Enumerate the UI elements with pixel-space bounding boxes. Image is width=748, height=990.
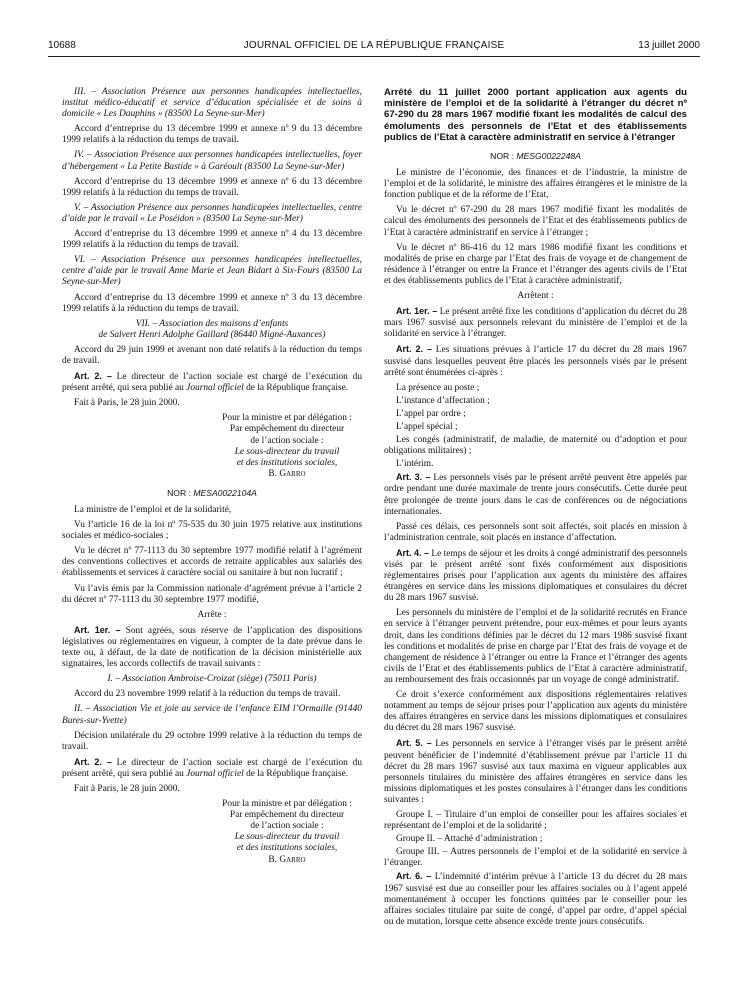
arretent-heading: Arrêtent :: [517, 291, 554, 302]
group-list: [384, 810, 687, 869]
b-article-2-journal: Journal officiel: [186, 768, 244, 779]
section-i-heading: I. – Association Ambroise-Croizat (siège) (75011 Paris): [107, 674, 317, 685]
group-item: Groupe III. – Autres personnels de l’emploi et de la solidarité en service à l’étranger.: [384, 847, 687, 869]
list-item: L’instance d’affectation ;: [396, 395, 490, 406]
article-2-text-a: Le directeur de l’action sociale est chargé de l’exécution du présent arrêté, qui sera publié au: [62, 372, 363, 394]
r-article-2-label: Art. 2. –: [396, 344, 432, 355]
r-article-4: [384, 548, 687, 604]
r-article-3-label: Art. 3. –: [396, 472, 431, 483]
page-header: [48, 40, 700, 56]
r-article-2: [384, 344, 687, 378]
group-item: Groupe II. – Attaché d’administration ;: [396, 834, 543, 845]
nor-label: NOR :: [167, 487, 191, 498]
b-signatory-name: B. Garro: [268, 854, 306, 865]
b-done-at: Fait à Paris, le 28 juin 2000.: [74, 783, 180, 794]
b-signature-line-3: de l’action sociale :: [250, 821, 324, 832]
b-article-2-label: Art. 2. –: [74, 756, 112, 767]
b-article-1-label: Art. 1er. –: [74, 624, 121, 635]
nor-reference: [62, 488, 362, 499]
visa-1: Vu l’article 16 de la loi nº 75-535 du 30 juin 1975 relative aux institutions sociales et médico-sociales ;: [62, 520, 362, 542]
left-column: [62, 87, 362, 872]
r-article-6-text: L’indemnité d’intérim prévue à l’article 13 du décret du 28 mars 1967 susvisé est due au conseiller pour les affaires sociales ou à l’agent appelé momentanément à occuper les fonctions quittées par le conseiller pour les affaires sociales titulaire par suite de congé, d’appel par ordre, d’appel spécial ou de mutation, lorsque cette absence excède trente jours consécutifs.: [384, 872, 687, 927]
r-article-1-text: Le présent arrêté fixe les conditions d’application du décret du 28 mars 1967 susvisé aux personnels relevant du ministère de l’emploi et de la solidarité en service à l’étranger.: [384, 307, 687, 340]
section-iii-heading: III. – Association Présence aux personnes handicapées intellectuelles, institut médico-éducatif et service d’éducation spécialisée et de soins à domicile « Les Dauphins » (83500 La Seyne-sur-Mer): [62, 87, 362, 120]
section-vi-heading: VI. – Association Présence aux personnes handicapées intellectuelles, centre d’aide par le travail Anne Marie et Jean Bidart à Six-Fours (83500 La Seyne-sur-Mer): [62, 255, 362, 288]
r-article-5-text: Les personnels en service à l’étranger visés par le présent arrêté peuvent bénéficier de l’indemnité d’établissement prévue par l’article 11 du décret du 28 mars 1967 susvisé aux taux maxima en vigueur applicables aux personnels titulaires du ministère des affaires étrangères en service dans les missions diplomatiques et les postes consulaires à l’étranger dans les conditions suivantes :: [384, 739, 688, 805]
r-preamble: Le ministre de l’économie, des finances et de l’industrie, la ministre de l’emploi et de la solidarité, le ministre des affaires étrangères et le ministre de la fonction publique et de la réforme de l’Etat,: [384, 168, 687, 201]
decree-title: Arrêté du 11 juillet 2000 portant application aux agents du ministère de l’emploi et de la solidarité à l’étranger du décret nº 67-290 du 28 mars 1967 modifié fixant les modalités de calcul des émoluments des personnels de l’Etat et des établissements publics de l’Etat à caractère administratif en service à l’étranger: [384, 87, 687, 143]
section-v-text: Accord d’entreprise du 13 décembre 1999 et annexe nº 4 du 13 décembre 1999 relatifs à la réduction du temps de travail.: [62, 229, 362, 251]
r-article-3: [384, 472, 687, 517]
r-article-1-label: Art. 1er. –: [396, 306, 438, 317]
done-at: Fait à Paris, le 28 juin 2000.: [74, 398, 180, 409]
r-article-3-text: Les personnels visés par le présent arrêté peuvent être appelés par ordre pendant une durée maximale de trente jours consécutifs. Cette durée peut être prolongée de trente jours dans le cas de conférences ou de négociations internationales.: [384, 473, 687, 517]
b-article-2-text-a: Le directeur de l’action sociale est chargé de l’exécution du présent arrêté, qui sera publié au: [62, 757, 363, 779]
article-2-journal: Journal officiel: [186, 383, 244, 394]
r-article-4-para-3: Ce droit s’exerce conformément aux dispositions réglementaires relatives notamment au temps de séjour prises pour l’application aux agents du ministère des affaires étrangères en service dans les missions diplomatiques et consulaires du décret du 28 mars 1967 susvisé.: [384, 690, 687, 734]
b-article-2-text-b: de la République française.: [246, 768, 349, 779]
section-vi-text: Accord d’entreprise du 13 décembre 1999 et annexe nº 3 du 13 décembre 1999 relatifs à la réduction du temps de travail.: [62, 292, 362, 314]
r-article-4-para-2: Les personnels du ministère de l’emploi et de la solidarité recrutés en France en service à l’étranger peuvent prétendre, pour eux-mêmes et pour leurs ayants droit, dans les conditions définies par le décret du 12 mars 1986 susvisé fixant les conditions et modalités de prise en charge par l’Etat des frais de voyage et de changement de résidence à l’étranger ou entre la France et l’étranger des agents civils de l’Etat et des établissements publics de l’Etat à caractère administratif, au remboursement des frais occasionnés par un voyage de congé administratif.: [384, 608, 687, 685]
minister-line: La ministre de l’emploi et de la solidarité,: [74, 505, 232, 515]
article-2-label: Art. 2. –: [74, 371, 112, 382]
b-signature-line-2: Par empêchement du directeur: [229, 810, 345, 821]
r-visa-1: Vu le décret nº 67-290 du 28 mars 1967 modifié fixant les modalités de calcul des émoluments des personnels de l’Etat et des établissements publics de l’Etat à caractère administratif en service à l’étranger ;: [384, 205, 687, 238]
signature-line-3: de l’action sociale :: [250, 435, 324, 446]
group-item: Groupe I. – Titulaire d’un emploi de conseiller pour les affaires sociales et représentant de l’emploi et de la solidarité ;: [384, 809, 687, 832]
signature-line-2: Par empêchement du directeur: [229, 424, 345, 435]
r-article-4-text: Le temps de séjour et les droits à congé administratif des personnels visés par le présent arrêté sont fixés conformément aux dispositions réglementaires prises pour l’application aux agents du ministère des affaires étrangères en service dans les missions diplomatiques et consulaires du décret du 28 mars 1967 susvisé.: [384, 548, 688, 604]
b-article-1-text: Sont agréés, sous réserve de l’application des dispositions législatives ou réglementaires en vigueur, à compter de la date prévue dans le texte ou, à défaut, de la date de notification de la décision ministérielle aux signataires, les accords collectifs de travail suivants :: [62, 625, 362, 670]
b-signature-line-1: Pour la ministre et par délégation :: [222, 799, 352, 810]
section-ii-text: Décision unilatérale du 29 octobre 1999 relative à la réduction du temps de travail.: [62, 730, 362, 752]
nor-value: MESA0022104A: [193, 487, 257, 498]
signature-block: [212, 413, 362, 480]
section-iii-text: Accord d’entreprise du 13 décembre 1999 et annexe nº 9 du 13 décembre 1999 relatifs à la réduction du temps de travail.: [62, 124, 362, 146]
article-2-paragraph: [62, 371, 362, 394]
r-article-6-label: Art. 6. –: [396, 871, 432, 882]
r-visa-2: Vu le décret nº 86-416 du 12 mars 1986 modifié fixant les conditions et modalités de prise en charge par l’Etat des frais de voyage et de changement de résidence à l’étranger ou entre la France et l’étranger des agents civils de l’Etat et des établissements publics de l’Etat à caractère administratif,: [384, 242, 687, 286]
r-article-5-label: Art. 5. –: [396, 738, 432, 749]
r-nor-reference: [384, 151, 687, 162]
section-vii-heading: [62, 319, 362, 341]
b-article-2: [62, 757, 362, 780]
right-column: [384, 87, 687, 932]
section-i-text: Accord du 23 novembre 1999 relatif à la réduction du temps de travail.: [74, 689, 341, 700]
b-signature-line-5: et des institutions sociales,: [236, 843, 338, 854]
situation-list: [384, 383, 687, 471]
r-article-6: [384, 871, 687, 927]
section-vii-text: Accord du 29 juin 1999 et avenant non daté relatifs à la réduction du temps de travail.: [62, 344, 362, 366]
page-number: 10688: [48, 40, 76, 51]
header-rule: [48, 56, 700, 57]
list-item: L’appel par ordre ;: [396, 408, 466, 419]
r-article-2-text: Les situations prévues à l’article 17 du décret du 28 mars 1967 susvisé dans lesquelles peuvent être placés les personnels visés par le présent arrêté sont énumérées ci-après :: [384, 345, 687, 378]
b-article-1: [62, 625, 362, 670]
list-item: L’intérim.: [396, 459, 434, 470]
r-article-1: [384, 306, 687, 340]
list-item: La présence au poste ;: [396, 382, 480, 393]
section-ii-heading: II. – Association Vie et joie au service de l’enfance EIM l’Ormaille (91440 Bures-sur-Yvette): [62, 704, 362, 726]
r-article-5: [384, 738, 687, 806]
b-signature-block: [212, 799, 362, 866]
b-signature-line-4: Le sous-directeur du travail: [234, 832, 340, 843]
list-item: Les congés (administratif, de maladie, de maternité ou d’adoption et pour obligations militaires) ;: [384, 435, 687, 457]
signature-line-1: Pour la ministre et par délégation :: [222, 413, 352, 424]
r-nor-value: MESG0022248A: [516, 151, 581, 162]
r-article-3-para-2: Passé ces délais, ces personnels sont soit affectés, soit placés en mission à l’administration centrale, soit placés en instance d’affectation.: [384, 521, 687, 543]
section-v-heading: V. – Association Présence aux personnes handicapées intellectuelles, centre d’aide par le travail « Le Poséidon » (83500 La Seyne-sur-Mer): [62, 202, 362, 224]
visa-3: Vu l’avis émis par la Commission nationale d’agrément prévue à l’article 2 du décret nº 77-1113 du 30 septembre 1977 modifié,: [62, 583, 362, 605]
signatory-name: B. Garro: [268, 468, 306, 479]
issue-date: 13 juillet 2000: [638, 40, 700, 51]
r-article-4-label: Art. 4. –: [396, 547, 430, 558]
list-item: L’appel spécial ;: [396, 421, 458, 432]
article-2-text-b: de la République française.: [246, 383, 349, 394]
visa-2: Vu le décret nº 77-1113 du 30 septembre 1977 modifié relatif à l’agrément des conventions collectives et accords de retraite applicables aux salariés des établissements et services à caractère social ou sanitaire à but non lucratif ;: [62, 546, 362, 579]
section-iv-heading: IV. – Association Présence aux personnes handicapées intellectuelles, foyer d’hébergement « La Petite Bastide » à Garéoult (83500 La Seyne-sur-Mer): [62, 150, 362, 172]
signature-line-5: et des institutions sociales,: [236, 457, 338, 468]
section-iv-text: Accord d’entreprise du 13 décembre 1999 et annexe nº 6 du 13 décembre 1999 relatifs à la réduction du temps de travail.: [62, 176, 362, 198]
signature-line-4: Le sous-directeur du travail: [234, 446, 340, 457]
journal-title: JOURNAL OFFICIEL DE LA RÉPUBLIQUE FRANÇAISE: [243, 40, 505, 51]
section-vii-heading-line1: VII. – Association des maisons d’enfants: [135, 318, 289, 329]
arrete-heading: Arrête :: [197, 609, 227, 620]
r-nor-label: NOR :: [490, 151, 514, 162]
section-vii-heading-line2: de Salvert Henri Adolphe Gaillard (86440 Migné-Auxances): [98, 329, 326, 340]
